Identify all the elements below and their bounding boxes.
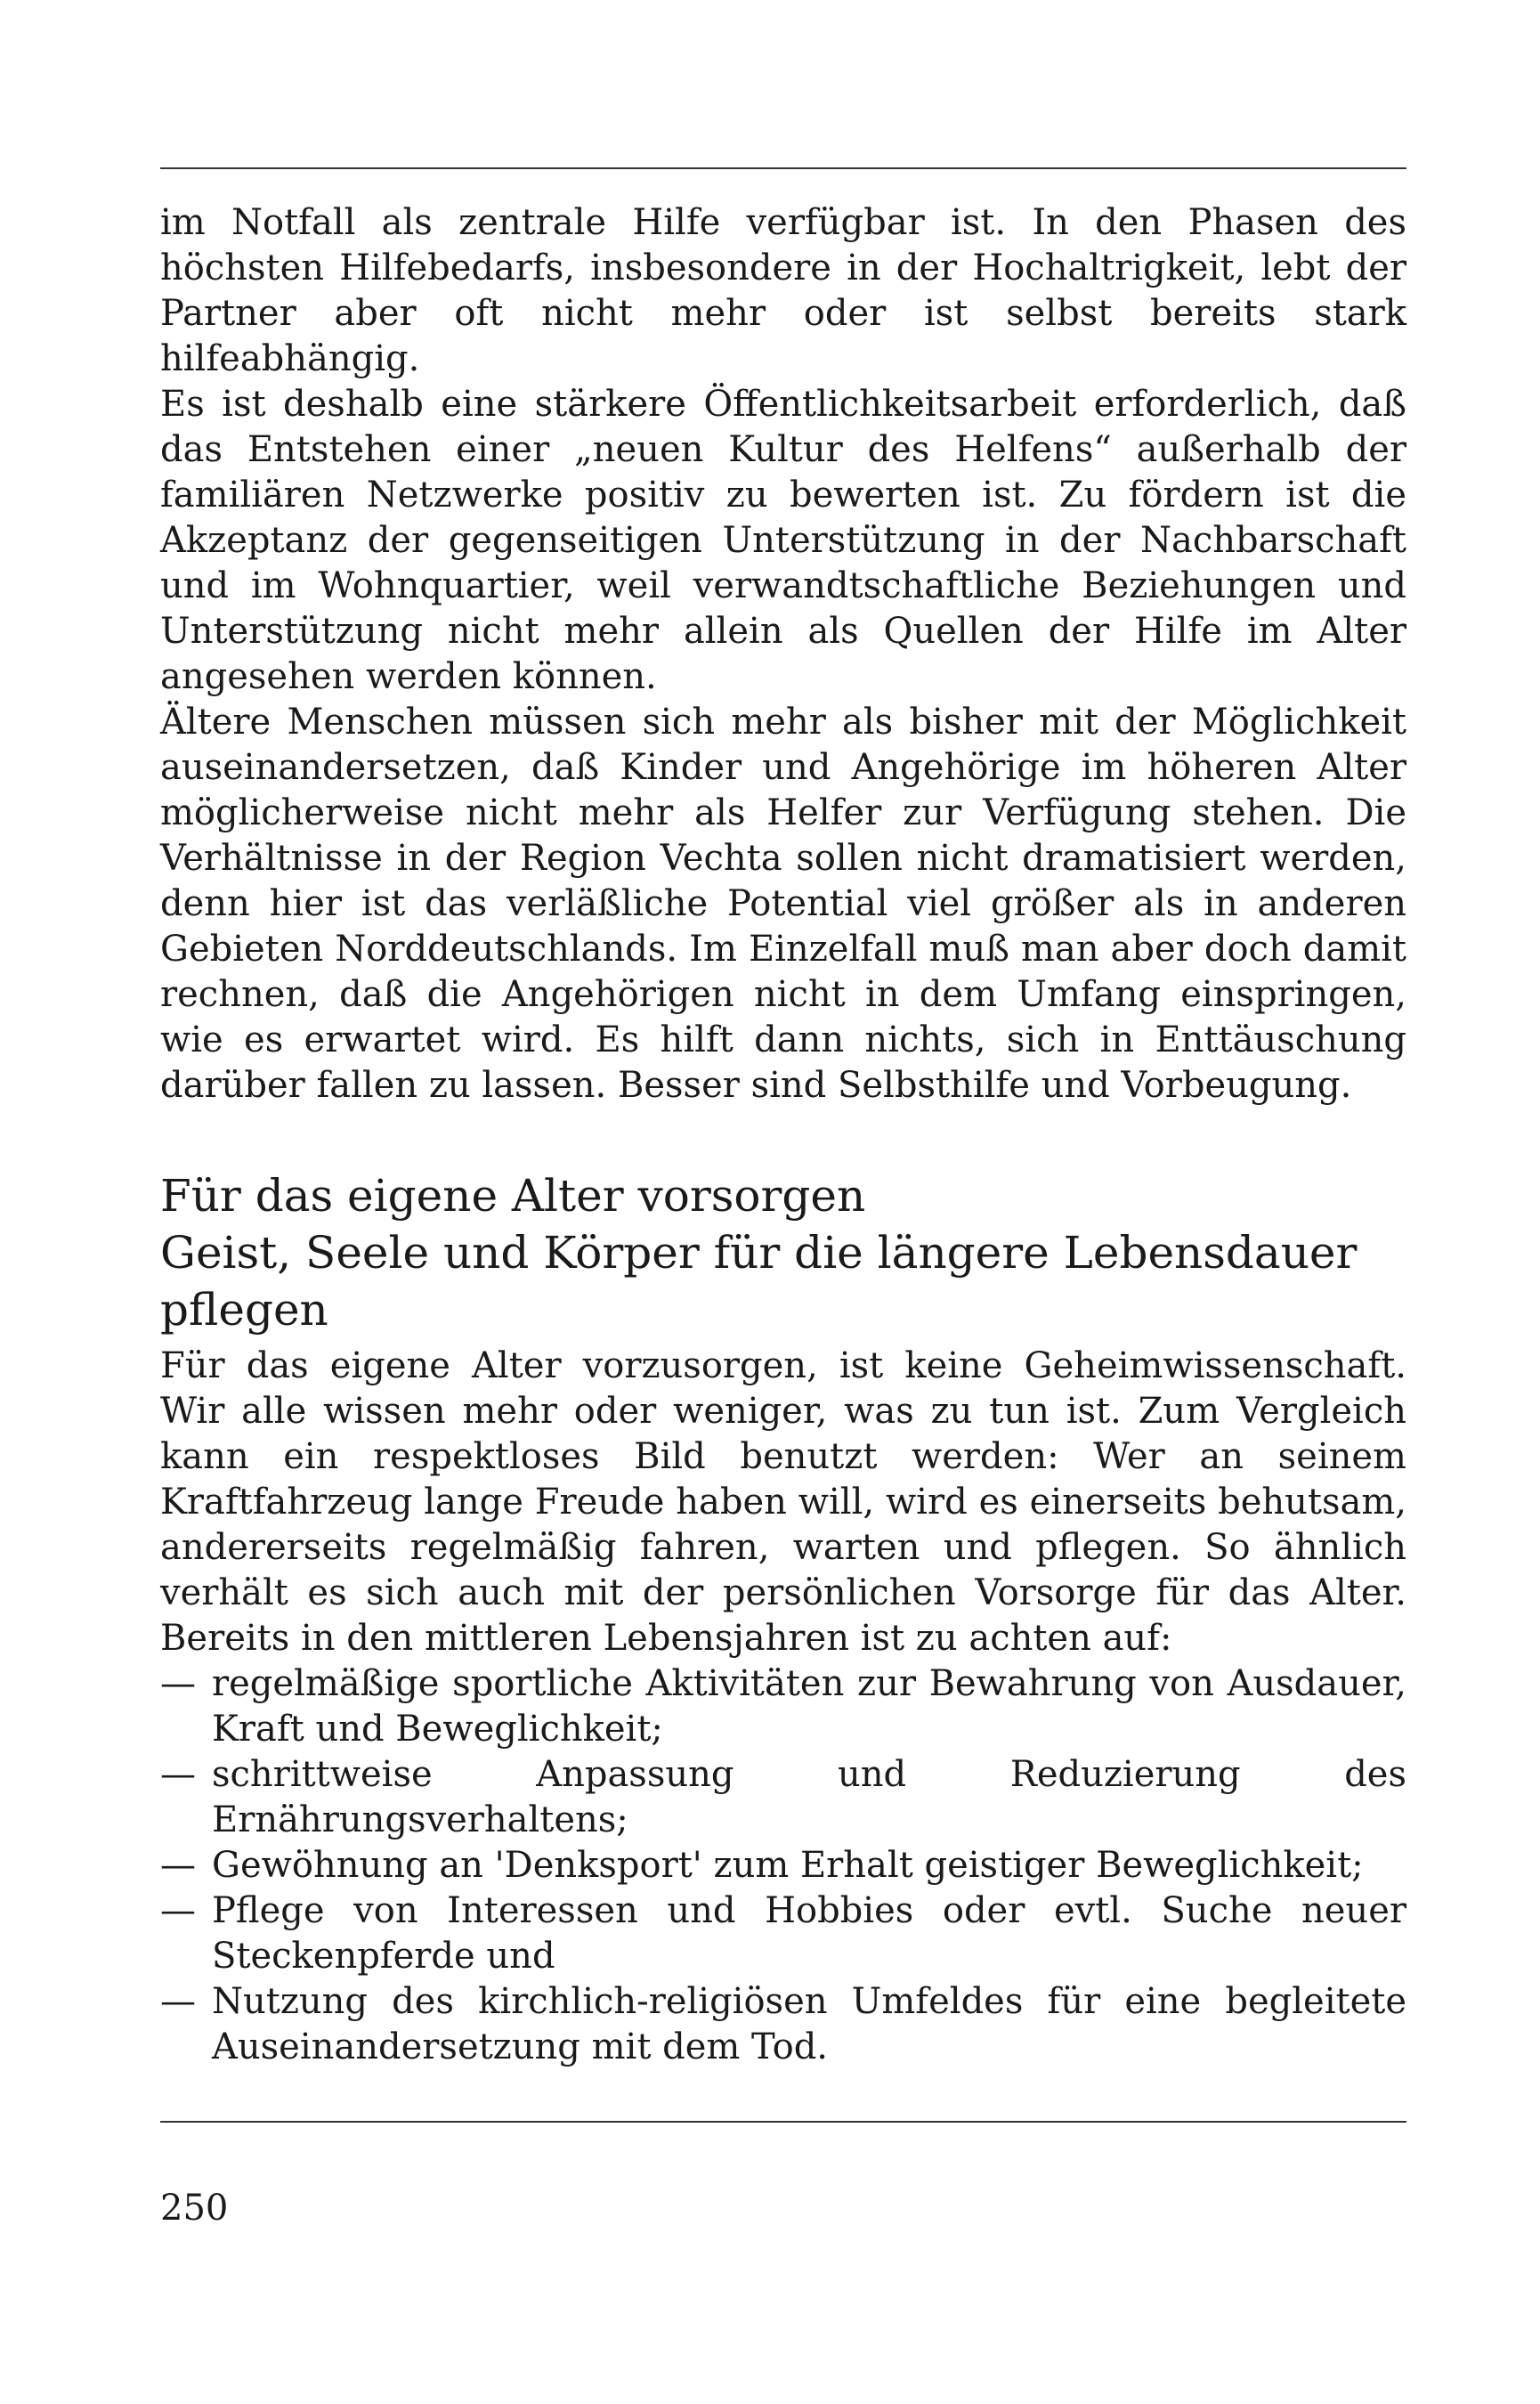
- paragraph-2: Es ist deshalb eine stärkere Öffentlichkeitsarbeit erforderlich, daß das Entstehen einer „neuen Kultur des Helfens“ außerhalb der familiären Netzwerke positiv zu bewerten ist. Zu fördern ist die Akzeptanz der gegenseitigen Unterstützung in der Nachbarschaft und im Wohnquartier, weil verwandtschaftliche Beziehungen und Unterstützung nicht mehr allein als Quellen der Hilfe im Alter angesehen werden können.: [160, 384, 1406, 697]
- list-item: [160, 1752, 1406, 1843]
- section-paragraph: Für das eigene Alter vorzusorgen, ist keine Geheimwissenschaft. Wir alle wissen mehr oder weniger, was zu tun ist. Zum Vergleich kann ein respektloses Bild benutzt werden: Wer an seinem Kraftfahrzeug lange Freude haben will, wird es einerseits behutsam, andererseits regelmäßig fahren, warten und pflegen. So ähnlich verhält es sich auch mit der persönlichen Vorsorge für das Alter. Bereits in den mittleren Lebensjahren ist zu achten auf:: [160, 1345, 1406, 1659]
- list-item-text: Pflege von Interessen und Hobbies oder evtl. Suche neuer Steckenpferde und: [212, 1890, 1406, 1977]
- list-item: [160, 1979, 1406, 2070]
- section-subtitle: Geist, Seele und Körper für die längere Lebensdauer pflegen: [160, 1227, 1358, 1336]
- list-item: [160, 1888, 1406, 1979]
- list-item-text: schrittweise Anpassung und Reduzierung des Ernährungsverhaltens;: [212, 1754, 1406, 1840]
- dash-bullet: —: [160, 1754, 196, 1795]
- list-item-text: Nutzung des kirchlich-religiösen Umfeldes für eine begleitete Auseinandersetzung mit dem Tod.: [212, 1981, 1406, 2067]
- top-rule: [160, 167, 1406, 169]
- paragraph-3: Ältere Menschen müssen sich mehr als bisher mit der Möglichkeit auseinandersetzen, daß Kinder und Angehörige im höheren Alter möglicherweise nicht mehr als Helfer zur Verfügung stehen. Die Verhältnisse in der Region Vechta sollen nicht dramatisiert werden, denn hier ist das verläßliche Potential viel größer als in anderen Gebieten Norddeutschlands. Im Einzelfall muß man aber doch damit rechnen, daß die Angehörigen nicht in dem Umfang einspringen, wie es erwartet wird. Es hilft dann nichts, sich in Enttäuschung darüber fallen zu lassen. Besser sind Selbsthilfe und Vorbeugung.: [160, 702, 1406, 1106]
- dash-bullet: —: [160, 1845, 196, 1886]
- dash-bullet: —: [160, 1981, 196, 2022]
- list-item: [160, 1843, 1406, 1888]
- paragraph-1: im Notfall als zentrale Hilfe verfügbar ist. In den Phasen des höchsten Hilfebedarfs, insbesondere in der Hochaltrigkeit, lebt der Partner aber oft nicht mehr oder ist selbst bereits stark hilfeabhängig.: [160, 202, 1406, 379]
- section-heading: [160, 1167, 1406, 1338]
- section-title: Für das eigene Alter vorsorgen: [160, 1170, 866, 1222]
- page-number: 250: [160, 2188, 229, 2229]
- dash-bullet: —: [160, 1663, 196, 1704]
- page-body: [160, 200, 1406, 2070]
- advice-list: [160, 1661, 1406, 2070]
- bottom-rule: [160, 2121, 1406, 2123]
- list-item-text: regelmäßige sportliche Aktivitäten zur Bewahrung von Ausdauer, Kraft und Beweglichkeit;: [212, 1663, 1406, 1750]
- list-item: [160, 1661, 1406, 1752]
- dash-bullet: —: [160, 1890, 196, 1931]
- list-item-text: Gewöhnung an 'Denksport' zum Erhalt geistiger Beweglichkeit;: [212, 1845, 1364, 1886]
